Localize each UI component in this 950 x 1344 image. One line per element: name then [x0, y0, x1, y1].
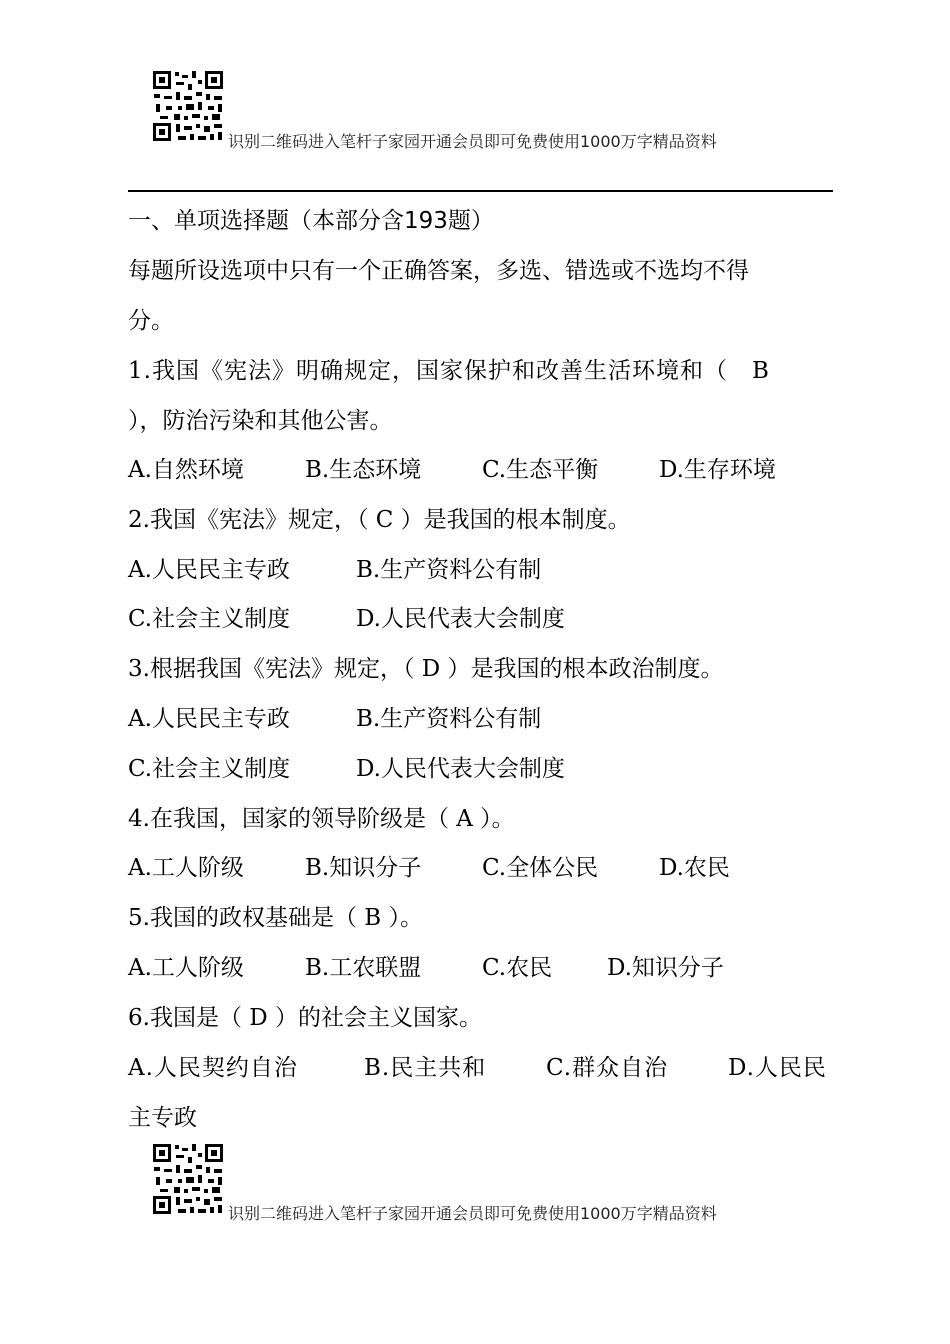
- option-b: B.知识分子: [305, 855, 422, 881]
- question-2-options-row-1: [128, 555, 541, 585]
- header-divider: [128, 190, 833, 192]
- option-b: B.民主共和: [364, 1055, 487, 1081]
- promo-banner-text: 识别二维码进入笔杆子家园开通会员即可免费使用1000万字精品资料: [228, 132, 717, 151]
- option-a: A.人民民主专政: [128, 706, 290, 732]
- question-1-line-1: 1.我国《宪法》明确规定，国家保护和改善生活环境和（ B: [128, 358, 770, 384]
- question-3-options-row-1: [128, 704, 541, 734]
- option-c: C.农民: [482, 955, 553, 981]
- question-3-options-row-2: [128, 754, 565, 784]
- option-c: C.社会主义制度: [128, 606, 291, 632]
- option-a: A.人民契约自治: [128, 1055, 298, 1081]
- question-1-options: [128, 455, 776, 485]
- question-5-options: [128, 953, 724, 983]
- section-title: 一、单项选择题（本部分含193题）: [128, 208, 494, 234]
- option-c: C.社会主义制度: [128, 756, 291, 782]
- promo-banner-text: 识别二维码进入笔杆子家园开通会员即可免费使用1000万字精品资料: [228, 1204, 717, 1223]
- option-d: D.人民代表大会制度: [356, 756, 565, 782]
- question-1-line-2: ），防治污染和其他公害。: [128, 408, 393, 434]
- instruction-line-2: 分。: [128, 308, 174, 334]
- question-4-options: [128, 853, 730, 883]
- instruction-line-1: 每题所设选项中只有一个正确答案，多选、错选或不选均不得: [128, 258, 749, 284]
- question-4: 4.在我国，国家的领导阶级是（ A ）。: [128, 806, 515, 832]
- option-d: D.人民代表大会制度: [356, 606, 565, 632]
- option-a: A.工人阶级: [128, 955, 244, 981]
- option-b: B.生产资料公有制: [356, 706, 542, 732]
- option-c: C.生态平衡: [482, 457, 599, 483]
- option-a: A.人民民主专政: [128, 557, 290, 583]
- option-a: A.工人阶级: [128, 855, 244, 881]
- option-d: D.农民: [659, 855, 730, 881]
- option-b: B.生产资料公有制: [356, 557, 542, 583]
- question-2: 2.我国《宪法》规定，（ C ）是我国的根本制度。: [128, 507, 631, 533]
- question-6-options: [128, 1053, 827, 1083]
- question-2-options-row-2: [128, 604, 565, 634]
- question-6-option-continuation: 主专政: [128, 1105, 197, 1131]
- option-b: B.工农联盟: [305, 955, 422, 981]
- question-5: 5.我国的政权基础是（ B ）。: [128, 905, 423, 931]
- qr-code-icon: [152, 1143, 224, 1215]
- question-3: 3.根据我国《宪法》规定，（ D ）是我国的根本政治制度。: [128, 656, 724, 682]
- option-c: C.全体公民: [482, 855, 599, 881]
- option-d: D.知识分子: [607, 955, 724, 981]
- question-6: 6.我国是（ D ）的社会主义国家。: [128, 1005, 483, 1031]
- option-d: D.生存环境: [659, 457, 776, 483]
- option-d: D.人民民: [728, 1055, 827, 1081]
- qr-code-icon: [152, 70, 224, 142]
- option-c: C.群众自治: [546, 1055, 669, 1081]
- option-b: B.生态环境: [305, 457, 422, 483]
- option-a: A.自然环境: [128, 457, 244, 483]
